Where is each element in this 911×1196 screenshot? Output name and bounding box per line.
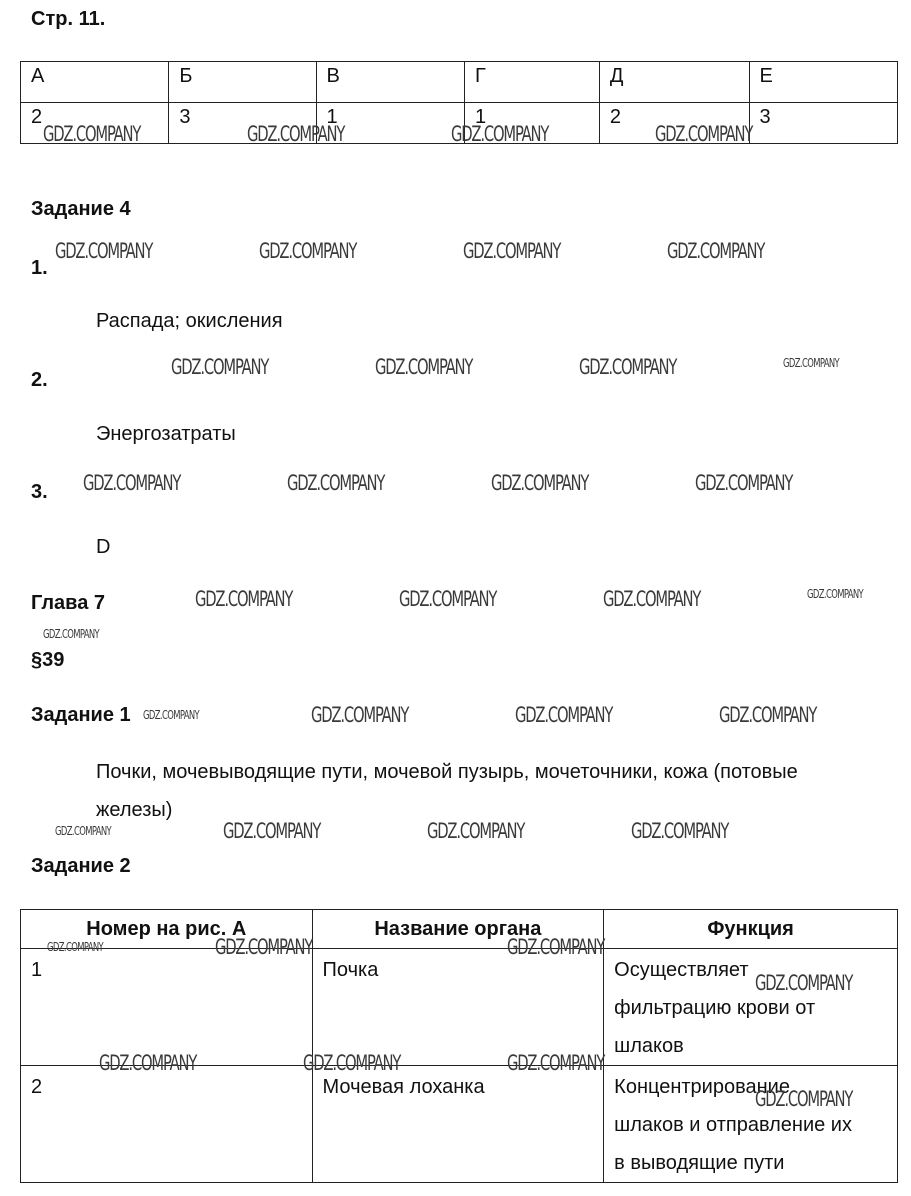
- table-cell: А: [21, 62, 169, 103]
- function-line: фильтрацию крови от: [614, 997, 816, 1019]
- table-cell: 1: [464, 103, 599, 144]
- task4-item-number: 3.: [31, 481, 48, 503]
- function-line: шлаков: [614, 1035, 684, 1057]
- table-cell: 2: [21, 1066, 313, 1183]
- watermark: GDZ.COMPANY: [719, 703, 817, 727]
- task4-item-number: 1.: [31, 257, 48, 279]
- task4-item-answer: D: [96, 536, 111, 558]
- watermark: GDZ.COMPANY: [655, 122, 753, 146]
- watermark: GDZ.COMPANY: [807, 587, 864, 601]
- watermark: GDZ.COMPANY: [579, 355, 677, 379]
- task4-title: Задание 4: [31, 198, 131, 220]
- table-row: [21, 103, 898, 144]
- column-header: Номер на рис. А: [21, 910, 313, 949]
- table-cell: Д: [599, 62, 749, 103]
- watermark: GDZ.COMPANY: [43, 122, 141, 146]
- watermark: GDZ.COMPANY: [55, 824, 112, 838]
- table-cell: Почка: [312, 949, 604, 1066]
- chapter-heading: Глава 7: [31, 592, 106, 614]
- watermark: GDZ.COMPANY: [195, 587, 293, 611]
- watermark: GDZ.COMPANY: [603, 587, 701, 611]
- table-row: [21, 1066, 898, 1183]
- watermark: GDZ.COMPANY: [259, 239, 357, 263]
- watermark: GDZ.COMPANY: [143, 708, 200, 722]
- watermark: GDZ.COMPANY: [515, 703, 613, 727]
- watermark: GDZ.COMPANY: [507, 935, 605, 959]
- table-cell: 1: [316, 103, 464, 144]
- watermark: GDZ.COMPANY: [667, 239, 765, 263]
- watermark: GDZ.COMPANY: [755, 1087, 853, 1111]
- function-line: Концентрирование: [614, 1076, 790, 1098]
- table-row: [21, 949, 898, 1066]
- watermark: GDZ.COMPANY: [223, 819, 321, 843]
- table-cell: 1: [21, 949, 313, 1066]
- watermark: GDZ.COMPANY: [99, 1051, 197, 1075]
- watermark: GDZ.COMPANY: [695, 471, 793, 495]
- function-line: Осуществляет: [614, 959, 749, 981]
- table-cell: 2: [21, 103, 169, 144]
- watermark: GDZ.COMPANY: [631, 819, 729, 843]
- watermark: GDZ.COMPANY: [507, 1051, 605, 1075]
- table-cell: Е: [749, 62, 897, 103]
- table-header-row: [21, 910, 898, 949]
- table-cell: 3: [749, 103, 897, 144]
- watermark: GDZ.COMPANY: [783, 356, 840, 370]
- function-line: в выводящие пути: [614, 1152, 785, 1174]
- answer-table-1: [20, 61, 898, 144]
- watermark: GDZ.COMPANY: [171, 355, 269, 379]
- function-line: шлаков и отправление их: [614, 1114, 852, 1136]
- table-cell: [604, 949, 898, 1066]
- watermark: GDZ.COMPANY: [287, 471, 385, 495]
- watermark: GDZ.COMPANY: [247, 122, 345, 146]
- table-cell: [604, 1066, 898, 1183]
- table-header-row: [21, 62, 898, 103]
- task1-answer-line: железы): [96, 799, 173, 821]
- table-cell: В: [316, 62, 464, 103]
- table-cell: 2: [599, 103, 749, 144]
- task1-answer-line: Почки, мочевыводящие пути, мочевой пузырь, мочеточники, кожа (потовые: [96, 761, 798, 783]
- watermark: GDZ.COMPANY: [755, 971, 853, 995]
- answer-table-2: [20, 909, 898, 1183]
- section-heading: §39: [31, 649, 65, 671]
- task2-title: Задание 2: [31, 855, 131, 877]
- table-cell: Г: [464, 62, 599, 103]
- task4-item-answer: Распада; окисления: [96, 310, 283, 332]
- watermark: GDZ.COMPANY: [83, 471, 181, 495]
- table-cell: Мочевая лоханка: [312, 1066, 604, 1183]
- task1-title: Задание 1: [31, 704, 131, 726]
- watermark: GDZ.COMPANY: [491, 471, 589, 495]
- watermark: GDZ.COMPANY: [303, 1051, 401, 1075]
- watermark: GDZ.COMPANY: [311, 703, 409, 727]
- watermark: GDZ.COMPANY: [399, 587, 497, 611]
- column-header: Название органа: [312, 910, 604, 949]
- table-cell: 3: [169, 103, 316, 144]
- table-cell: Б: [169, 62, 316, 103]
- watermark: GDZ.COMPANY: [427, 819, 525, 843]
- task4-item-answer: Энергозатраты: [96, 423, 236, 445]
- watermark: GDZ.COMPANY: [47, 940, 104, 954]
- column-header: Функция: [604, 910, 898, 949]
- page-title: Стр. 11.: [31, 8, 106, 30]
- watermark: GDZ.COMPANY: [215, 935, 313, 959]
- watermark: GDZ.COMPANY: [463, 239, 561, 263]
- watermark: GDZ.COMPANY: [43, 627, 100, 641]
- task4-item-number: 2.: [31, 369, 48, 391]
- watermark: GDZ.COMPANY: [451, 122, 549, 146]
- watermark: GDZ.COMPANY: [375, 355, 473, 379]
- watermark: GDZ.COMPANY: [55, 239, 153, 263]
